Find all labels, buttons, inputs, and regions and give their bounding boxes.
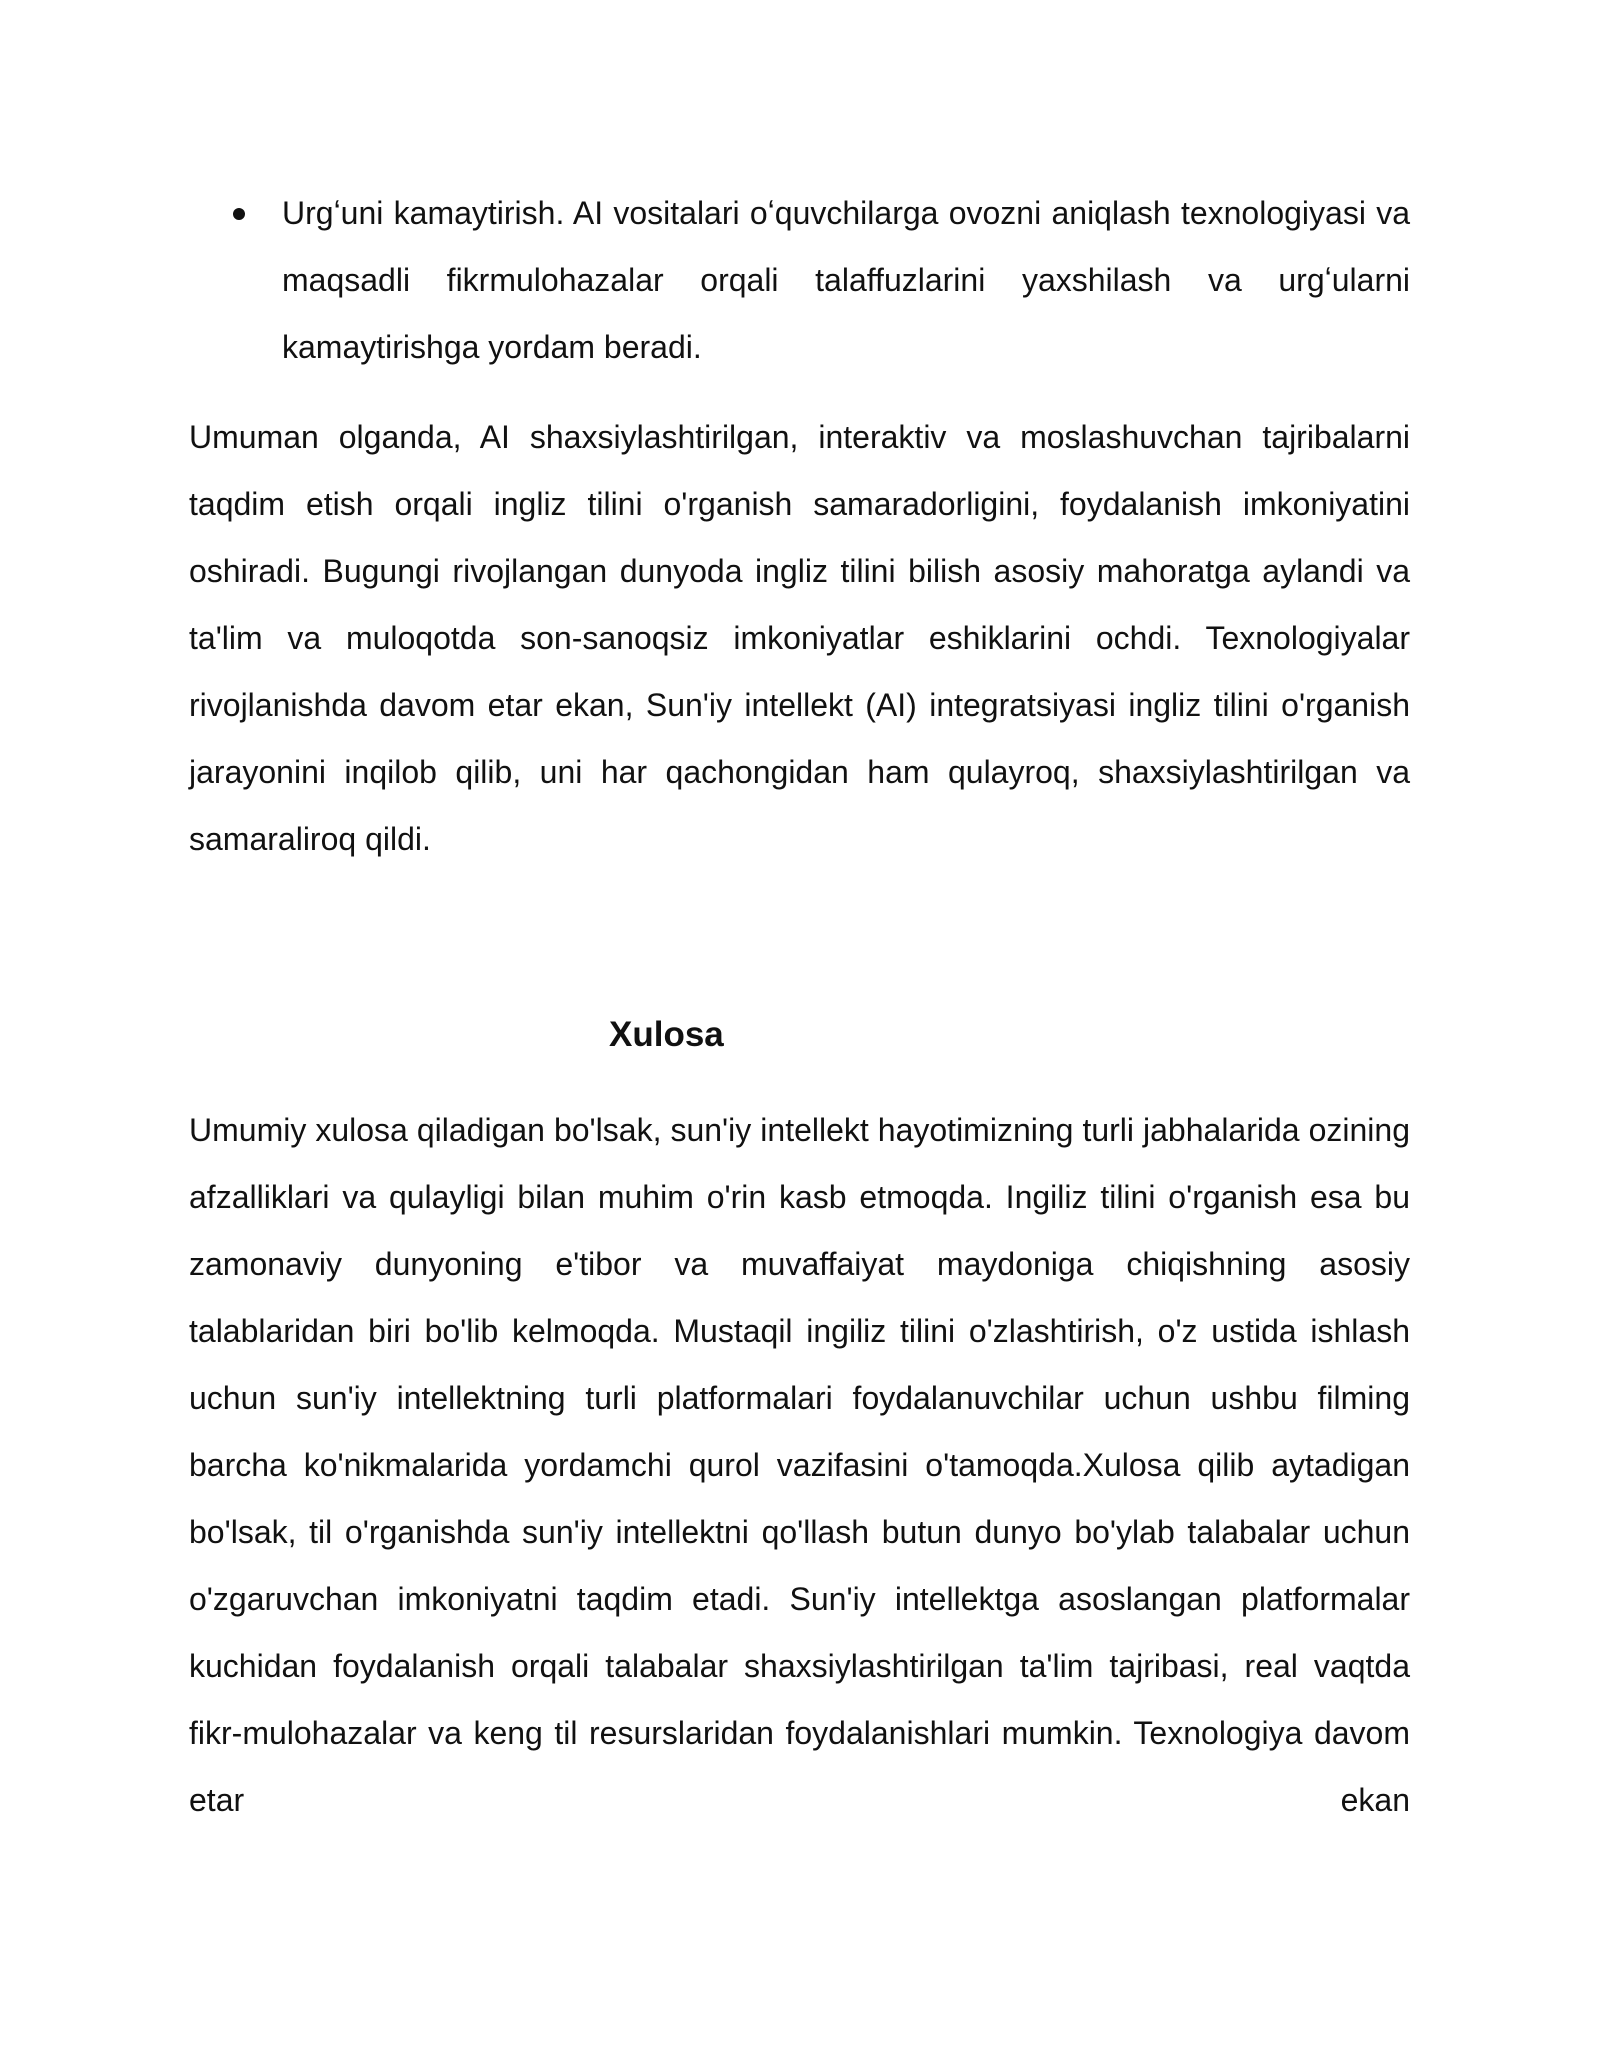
paragraph-summary: Umuman olganda, AI shaxsiylashtirilgan, interaktiv va moslashuvchan tajribalarni taqdim etish orqali ingliz tilini o'rganish samaradorligini, foydalanish imkoniyatini oshiradi. Bugungi rivojlangan dunyoda ingliz tilini bilish asosiy mahoratga aylandi va ta'lim va muloqotda son-sanoqsiz imkoniyatlar eshiklarini ochdi. Texnologiyalar rivojlanishda davom etar ekan, Sun'iy intellekt (AI) integratsiyasi ingliz tilini o'rganish jarayonini inqilob qilib, uni har qachongidan ham qulayroq, shaxsiylashtirilgan va samaraliroq qildi. (189, 419, 1410, 857)
section-heading: Xulosa (609, 1015, 724, 1054)
bullet-dot-icon (233, 208, 245, 220)
bullet-text: Urgʻuni kamaytirish. AI vositalari oʻquvchilarga ovozni aniqlash texnologiyasi va maqsadli fikrmulohazalar orqali talaffuzlarini yaxshilash va urgʻularni kamaytirishga yordam beradi. (282, 195, 1410, 365)
document-content (189, 180, 1410, 1834)
bullet-list-item (189, 180, 1410, 381)
paragraph-conclusion: Umumiy xulosa qiladigan bo'lsak, sun'iy intellekt hayotimizning turli jabhalarida ozining afzalliklari va qulayligi bilan muhim o'rin kasb etmoqda. Ingiliz tilini o'rganish esa bu zamonaviy dunyoning e'tibor va muvaffaiyat maydoniga chiqishning asosiy talablaridan biri bo'lib kelmoqda. Mustaqil ingiliz tilini o'zlashtirish, o'z ustida ishlash uchun sun'iy intellektning turli platformalari foydalanuvchilar uchun ushbu filming barcha ko'nikmalarida yordamchi qurol vazifasini o'tamoqda.Xulosa qilib aytadigan bo'lsak, til o'rganishda sun'iy intellektni qo'llash butun dunyo bo'ylab talabalar uchun o'zgaruvchan imkoniyatni taqdim etadi. Sun'iy intellektga asoslangan platformalar kuchidan foydalanish orqali talabalar shaxsiylashtirilgan ta'lim tajribasi, real vaqtda fikr-mulohazalar va keng til resurslaridan foydalanishlari mumkin. Texnologiya davom etar ekan (189, 1112, 1410, 1818)
